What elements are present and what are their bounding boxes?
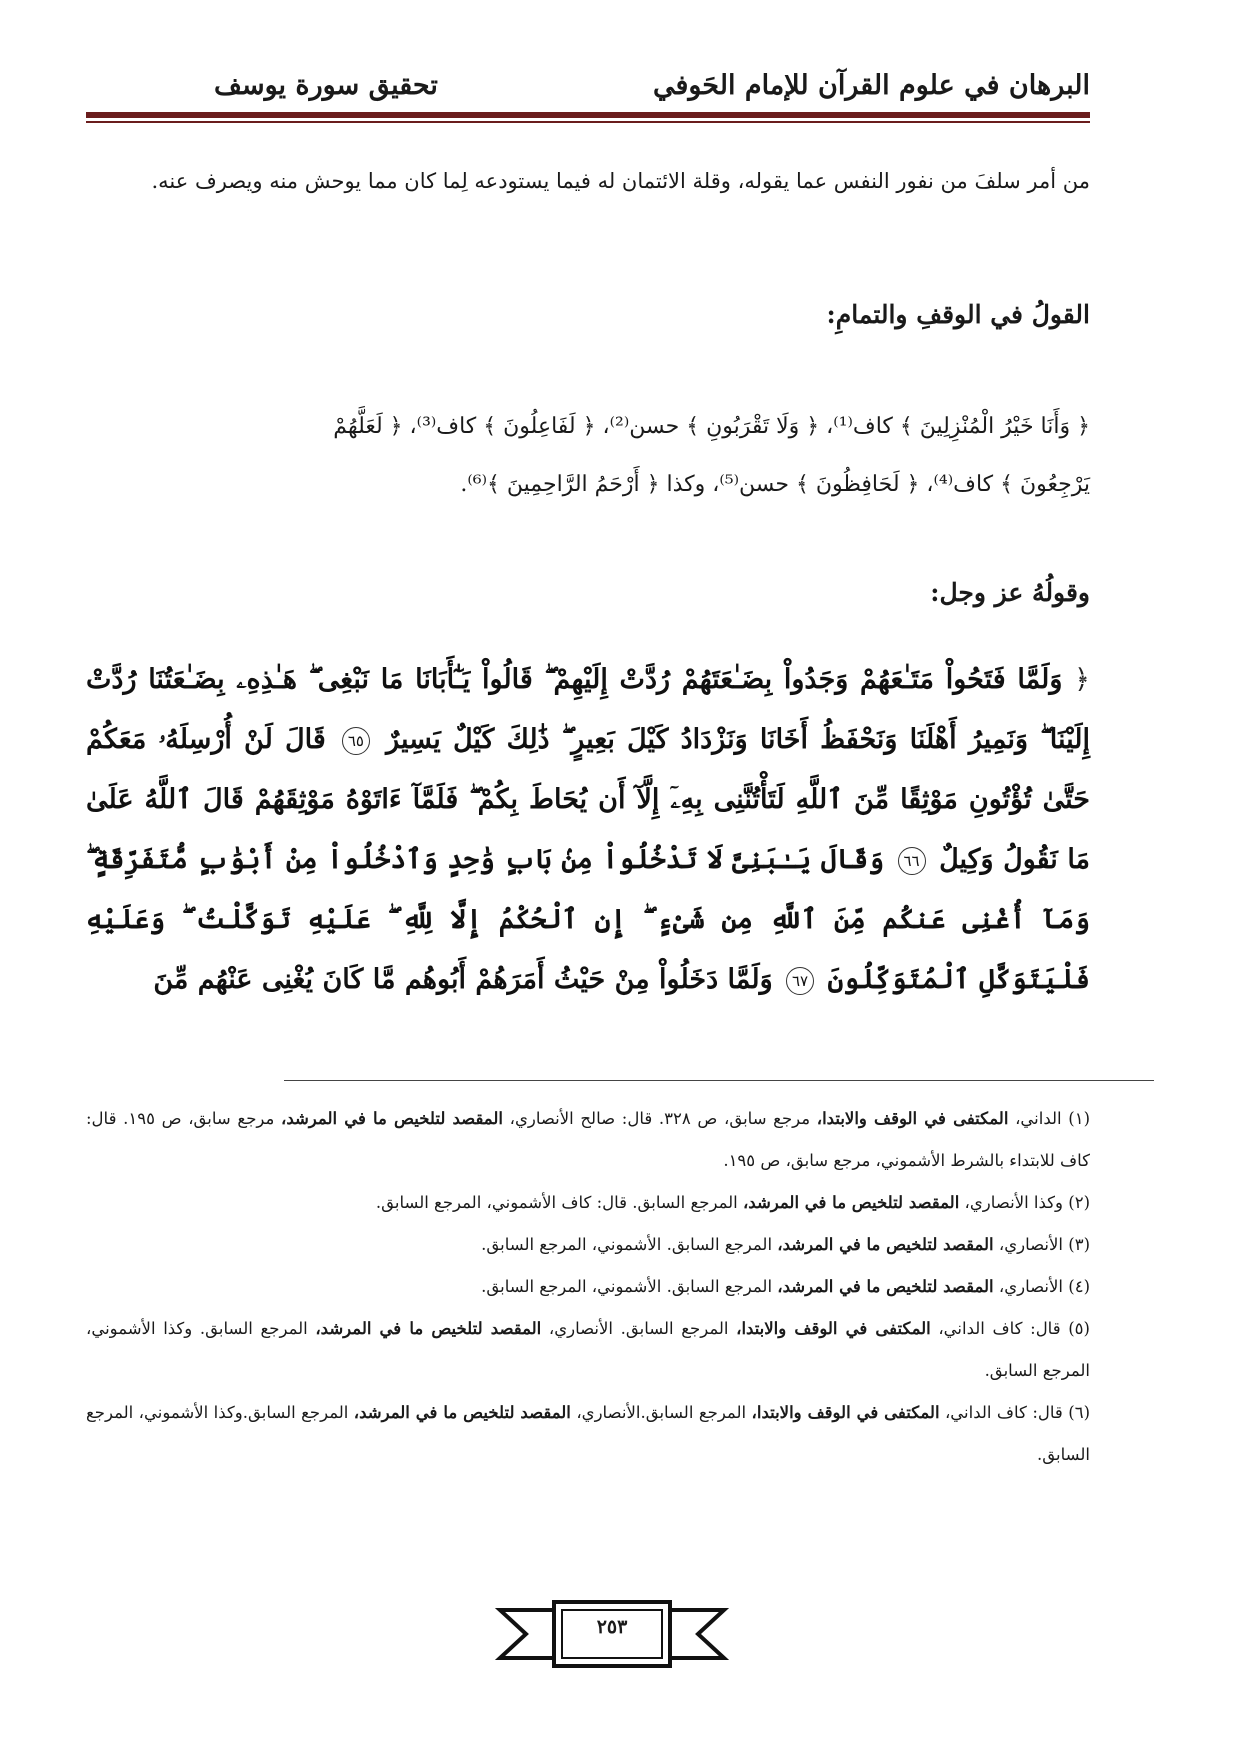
footnote-1 [86,1098,1090,1182]
footnote-source-title: المكتفى في الوقف والابتدا، [736,1319,931,1338]
footnote-text: المرجع السابق.الأنصاري، [570,1403,752,1422]
footnote-2 [86,1182,1090,1224]
footnote-text: الداني، [1008,1109,1069,1128]
footnote-source-title: المقصد لتلخيص ما في المرشد، [353,1403,571,1422]
footnote-text: المرجع السابق. الأنصاري، [541,1319,737,1338]
footnote-source-title: المقصد لتلخيص ما في المرشد، [742,1193,960,1212]
footnote-4 [86,1266,1090,1308]
verse-part-2: قَالَ لَنْ أُرْسِلَهُۥ مَعَكُمْ حَتَّىٰ تُؤْتُونِ مَوْثِقًا مِّنَ ٱللَّهِ لَتَأْتُنَّنِى بِهِۦٓ إِلَّآ أَن يُحَاطَ بِكُمْ ۖ فَلَمَّآ ءَاتَوْهُ مَوْثِقَهُمْ قَالَ ٱللَّهُ عَلَىٰ مَا نَقُولُ وَكِيلٌ [86,724,1091,875]
page-header [86,70,1090,110]
footnote-text: قال: كاف الداني، [939,1403,1069,1422]
footnote-text: المرجع السابق. الأشموني، المرجع السابق. [481,1277,778,1296]
ayah-number-67: ٦٧ [786,967,814,995]
ornate-bracket-open: ﴿ [1074,664,1090,695]
ayah-number-66: ٦٦ [898,847,926,875]
footnote-6 [86,1392,1090,1476]
footnote-text: مرجع سابق، ص ٣٢٨. قال: صالح الأنصاري، [502,1109,817,1128]
footnote-source-title: المقصد لتلخيص ما في المرشد، [281,1109,503,1128]
footnote-text: وكذا الأنصاري، [959,1193,1069,1212]
footnote-marker: (٢) [1068,1193,1090,1212]
intro-paragraph: من أمر سلفَ من نفور النفس عما يقوله، وقلة الائتمان له فيما يستودعه لِما كان مما يوحش منه ويصرف عنه. [151,169,1090,193]
footnote-marker: (٥) [1068,1319,1090,1338]
footnote-source-title: المقصد لتلخيص ما في المرشد، [315,1319,542,1338]
waqf-line-2: يَرْجِعُونَ ﴾ كاف⁽⁴⁾، ﴿ لَحَافِظُونَ ﴾ حسن⁽⁵⁾، وكذا ﴿ أَرْحَمُ الرَّاحِمِينَ ﴾⁽⁶⁾. [460,472,1090,497]
footnote-separator [284,1080,1154,1081]
quran-text [86,650,1090,1010]
page-number: ٢٥٣ [596,1616,628,1638]
footnote-5 [86,1308,1090,1392]
footnote-source-title: المقصد لتلخيص ما في المرشد، [777,1235,994,1254]
footnote-source-title: المقصد لتلخيص ما في المرشد، [777,1277,994,1296]
footnote-text: المرجع السابق.وكذا الأشموني، المرجع السابق. [86,1403,1090,1464]
waqf-line-1: ﴿ وَأَنَا خَيْرُ الْمُنْزِلِينَ ﴾ كاف⁽¹⁾، ﴿ وَلَا تَقْرَبُونِ ﴾ حسن⁽²⁾، ﴿ لَفَاعِلُونَ ﴾ كاف⁽³⁾، ﴿ لَعَلَّهُمْ [333,414,1090,439]
footnote-source-title: المكتفى في الوقف والابتدا، [816,1109,1009,1128]
footnote-marker: (٤) [1068,1277,1090,1296]
section-title: تحقيق سورة يوسف [214,70,438,101]
heading-verse: وقولُهُ عز وجل: [930,578,1090,607]
footnotes [86,1098,1090,1476]
book-title: البرهان في علوم القرآن للإمام الحَوفي [652,70,1090,101]
footnote-text: المرجع السابق. وكذا الأشموني، المرجع السابق. [86,1319,1090,1380]
ayah-number-65: ٦٥ [342,727,370,755]
waqf-paragraph [86,398,1090,514]
footnote-text: المرجع السابق. قال: كاف الأشموني، المرجع السابق. [375,1193,743,1212]
footnote-marker: (١) [1068,1109,1091,1128]
footnote-3 [86,1224,1090,1266]
header-rule-thin [86,121,1090,123]
page-number-ornament [492,1596,732,1672]
footnote-marker: (٣) [1068,1235,1090,1254]
footnote-text: مرجع سابق، ص ١٩٥. قال: كاف للابتداء بالشرط الأشموني، مرجع سابق، ص ١٩٥. [86,1109,1090,1170]
header-rule-thick [86,112,1090,118]
footnote-source-title: المكتفى في الوقف والابتدا، [751,1403,940,1422]
footnote-text: الأنصاري، [993,1277,1069,1296]
verse-part-1: وَلَمَّا فَتَحُواْ مَتَـٰعَهُمْ وَجَدُواْ بِضَـٰعَتَهُمْ رُدَّتْ إِلَيْهِمْ ۖ قَالُواْ يَـٰٓأَبَانَا مَا نَبْغِى ۖ هَـٰذِهِۦ بِضَـٰعَتُنَا رُدَّتْ إِلَيْنَا ۖ وَنَمِيرُ أَهْلَنَا وَنَحْفَظُ أَخَانَا وَنَزْدَادُ كَيْلَ بَعِيرٍ ۖ ذَٰلِكَ كَيْلٌ يَسِيرٌ [86,664,1090,755]
footnote-text: قال: كاف الداني، [930,1319,1069,1338]
verse-part-4: وَلَمَّا دَخَلُواْ مِنْ حَيْثُ أَمَرَهُمْ أَبُوهُم مَّا كَانَ يُغْنِى عَنْهُم مِّنَ [153,964,773,995]
heading-waqf: القولُ في الوقفِ والتمامِ: [826,300,1090,329]
footnote-marker: (٦) [1068,1403,1090,1422]
footnote-text: الأنصاري، [993,1235,1069,1254]
verse-part-3: وَقَالَ يَـٰبَنِىَّ لَا تَدْخُلُواْ مِنۢ بَابٍ وَٰحِدٍ وَٱدْخُلُواْ مِنْ أَبْوَٰبٍ مُّتَفَرِّقَةٍ ۖ وَمَآ أُغْنِى عَنكُم مِّنَ ٱللَّهِ مِن شَىْءٍ ۖ إِنِ ٱلْحُكْمُ إِلَّا لِلَّهِ ۖ عَلَيْهِ تَوَكَّلْتُ ۖ وَعَلَيْهِ فَلْيَتَوَكَّلِ ٱلْمُتَوَكِّلُونَ [86,844,1090,995]
footnote-text: المرجع السابق. الأشموني، المرجع السابق. [481,1235,778,1254]
